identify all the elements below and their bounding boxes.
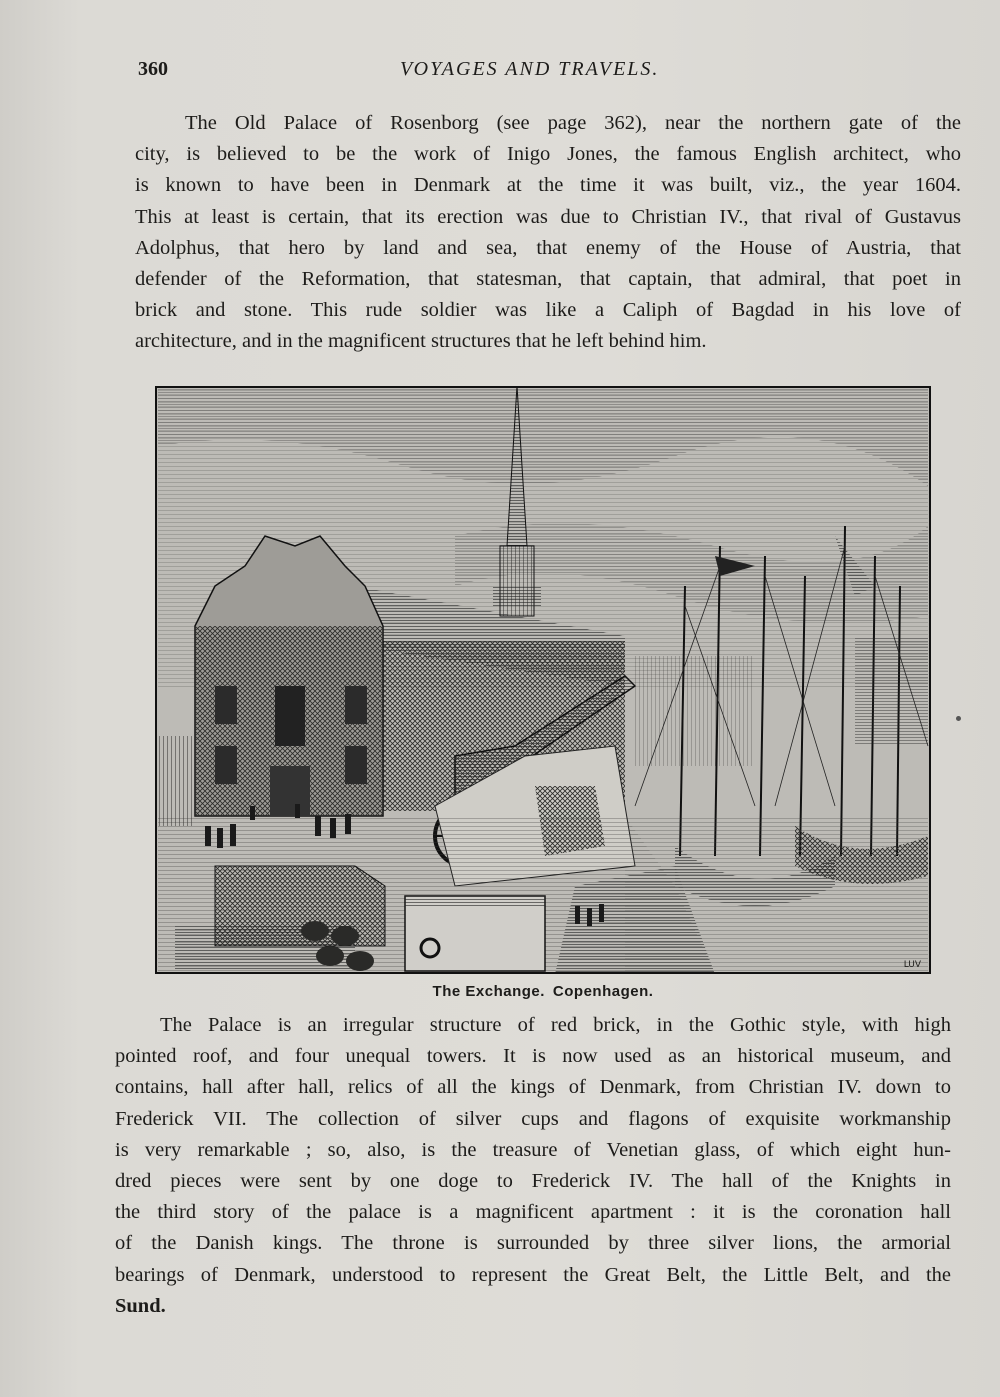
paragraph-palace xyxy=(115,1010,951,1322)
caption-place: Copenhagen. xyxy=(552,983,654,1000)
running-title: VOYAGES AND TRAVELS. xyxy=(400,58,660,80)
text-line: The Old Palace of Rosenborg (see page 362), near the northern gate of the xyxy=(185,112,961,134)
text-line: city, is believed to be the work of Inigo Jones, the famous English architect, who xyxy=(135,143,961,166)
text-line: the third story of the palace is a magnificent apartment : it is the coronation hall xyxy=(115,1201,951,1224)
text-line: Sund. xyxy=(115,1294,166,1317)
text-line: The Palace is an irregular structure of red brick, in the Gothic style, with high xyxy=(160,1014,951,1036)
text-line: dred pieces were sent by one doge to Frederick IV. The hall of the Knights in xyxy=(115,1170,951,1193)
caption-title: The Exchange. xyxy=(432,983,545,1000)
figure-caption xyxy=(155,983,931,1000)
text-line: is very remarkable ; so, also, is the treasure of Venetian glass, of which eight hun- xyxy=(115,1138,951,1161)
engraver-mark: LUV xyxy=(903,960,921,970)
text-line: pointed roof, and four unequal towers. It is now used as an historical museum, and xyxy=(115,1045,951,1068)
ink-speck xyxy=(956,716,961,721)
text-line: of the Danish kings. The throne is surrounded by three silver lions, the armorial xyxy=(115,1232,951,1255)
text-line: Frederick VII. The collection of silver cups and flagons of exquisite workmanship xyxy=(115,1107,951,1130)
page-number: 360 xyxy=(138,58,168,80)
text-line: Adolphus, that hero by land and sea, that enemy of the House of Austria, that xyxy=(135,236,961,259)
running-head xyxy=(138,58,938,88)
illustration-figure xyxy=(155,386,931,974)
text-line: architecture, and in the magnificent structures that he left behind him. xyxy=(135,330,707,353)
text-line: contains, hall after hall, relics of all the kings of Denmark, from Christian IV. down to xyxy=(115,1076,951,1099)
text-line: This at least is certain, that its erection was due to Christian IV., that rival of Gustavus xyxy=(135,205,961,228)
exchange-engraving xyxy=(155,386,931,974)
text-line: brick and stone. This rude soldier was like a Caliph of Bagdad in his love of xyxy=(135,299,961,322)
paragraph-rosenborg xyxy=(135,108,961,358)
text-line: defender of the Reformation, that statesman, that captain, that admiral, that poet in xyxy=(135,268,961,291)
text-line: is known to have been in Denmark at the time it was built, viz., the year 1604. xyxy=(135,174,961,197)
text-line: bearings of Denmark, understood to represent the Great Belt, the Little Belt, and the xyxy=(115,1263,951,1286)
